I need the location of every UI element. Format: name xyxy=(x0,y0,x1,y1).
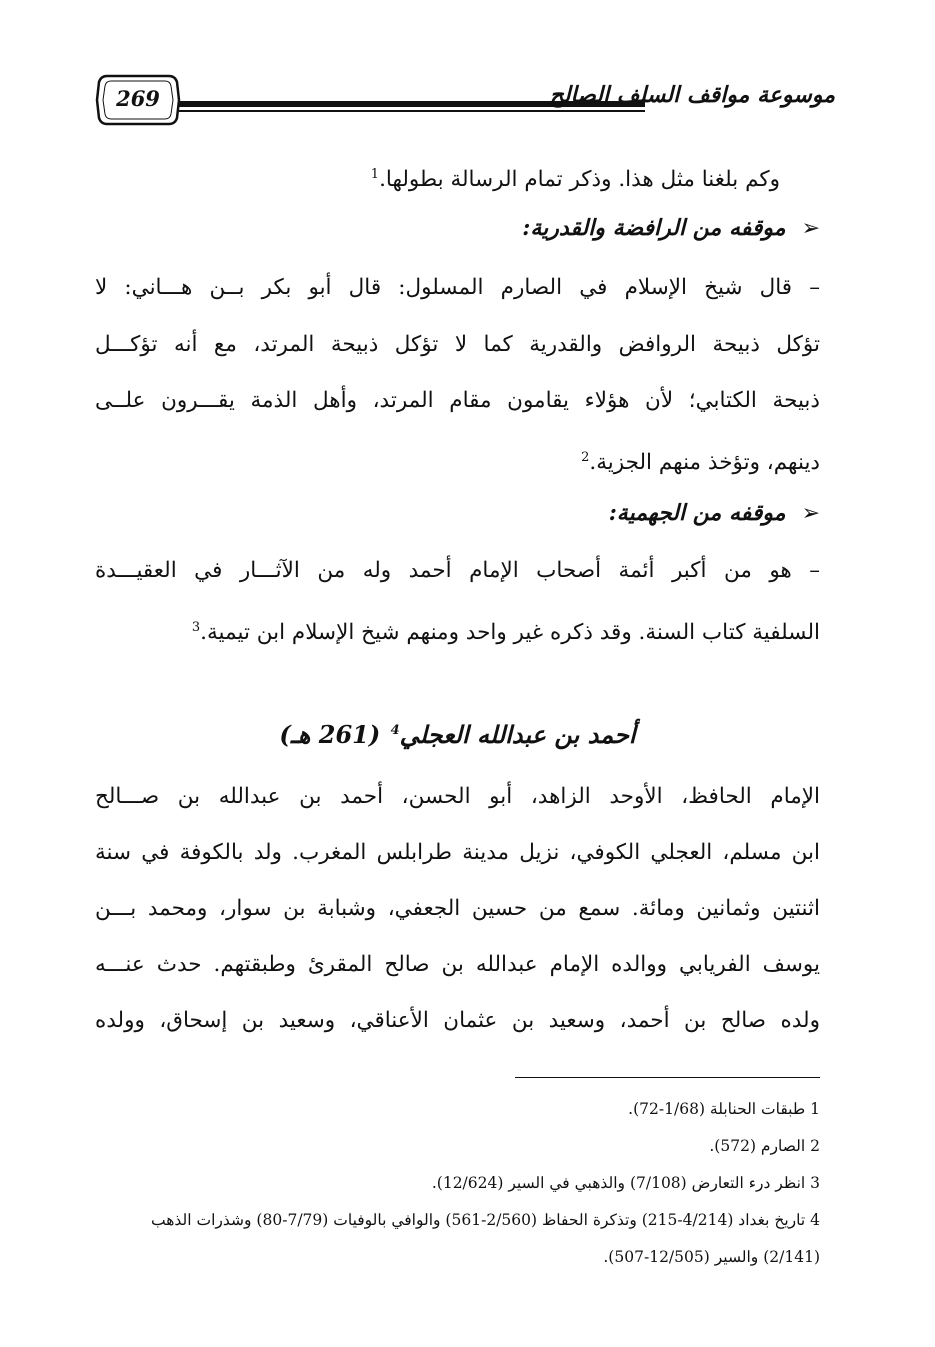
paragraph-line xyxy=(95,443,820,478)
paragraph-line: تؤكل ذبيحة الروافض والقدرية كما لا تؤكل ذبيحة المرتد، مع أنه تؤكـــل xyxy=(95,332,820,357)
footnote: 1 طبقات الحنابلة (1/68-72). xyxy=(628,1100,820,1118)
footnote-ref: 3 xyxy=(191,620,201,635)
paragraph-line: اثنتين وثمانين ومائة. سمع من حسين الجعفي، وشبابة بن سوار، ومحمد بـــن xyxy=(95,896,820,921)
arrow-bullet-icon: ➢ xyxy=(801,216,820,241)
paragraph-text: السلفية كتاب السنة. وقد ذكره غير واحد ومنهم شيخ الإسلام ابن تيمية. xyxy=(200,620,820,646)
paragraph-line: ولده صالح بن أحمد، وسعيد بن عثمان الأعناقي، وسعيد بن إسحاق، وولده xyxy=(95,1008,820,1033)
footnote: 2 الصارم (572). xyxy=(709,1137,820,1155)
section-heading xyxy=(95,500,820,526)
header-rule-thin xyxy=(179,110,645,112)
footnote-separator xyxy=(515,1077,820,1078)
paragraph-line: – هو من أكبر أئمة أصحاب الإمام أحمد وله من الآثـــار في العقيـــدة xyxy=(95,558,820,583)
footnote: 3 انظر درء التعارض (7/108) والذهبي في السير (12/624). xyxy=(431,1174,820,1192)
arrow-bullet-icon: ➢ xyxy=(801,501,820,526)
paragraph-line: يوسف الفريابي ووالده الإمام عبدالله بن صالح المقرئ وطبقتهم. حدث عنـــه xyxy=(95,952,820,977)
footnote-ref: 4 xyxy=(390,723,400,738)
biography-year: (261 هـ) xyxy=(279,720,381,749)
footnote-ref: 1 xyxy=(370,167,380,182)
footnote: 4 تاريخ بغداد (4/214-215) وتذكرة الحفاظ (2/560-561) والوافي بالوفيات (7/79-80) وشذرات الذهب xyxy=(151,1211,820,1229)
paragraph-line: ذبيحة الكتابي؛ لأن هؤلاء يقامون مقام المرتد، وأهل الذمة يقـــرون علــى xyxy=(95,388,820,413)
paragraph-line xyxy=(95,160,820,195)
paragraph-line xyxy=(95,613,820,648)
biography-title xyxy=(95,720,820,749)
paragraph-line: ابن مسلم، العجلي الكوفي، نزيل مدينة طرابلس المغرب. ولد بالكوفة في سنة xyxy=(95,840,820,865)
heading-text: موقفه من الجهمية: xyxy=(608,500,786,526)
paragraph-line: – قال شيخ الإسلام في الصارم المسلول: قال أبو بكر بــن هـــاني: لا xyxy=(95,275,820,300)
page-number-badge xyxy=(95,72,181,128)
paragraph-text: وكم بلغنا مثل هذا. وذكر تمام الرسالة بطولها. xyxy=(379,167,780,193)
paragraph-text: دينهم، وتؤخذ منهم الجزية. xyxy=(589,450,820,476)
footnote: (2/141) والسير (12/505-507). xyxy=(603,1248,820,1266)
section-heading xyxy=(95,215,820,241)
series-title: موسوعة مواقف السلف الصالح xyxy=(549,82,835,108)
heading-text: موقفه من الرافضة والقدرية: xyxy=(522,215,786,241)
biography-name: أحمد بن عبدالله العجلي xyxy=(399,720,636,749)
footnote-ref: 2 xyxy=(581,450,590,465)
page-header xyxy=(95,72,835,132)
paragraph-line: الإمام الحافظ، الأوحد الزاهد، أبو الحسن، أحمد بن عبدالله بن صـــالح xyxy=(95,784,820,809)
page-number: 269 xyxy=(116,86,160,111)
